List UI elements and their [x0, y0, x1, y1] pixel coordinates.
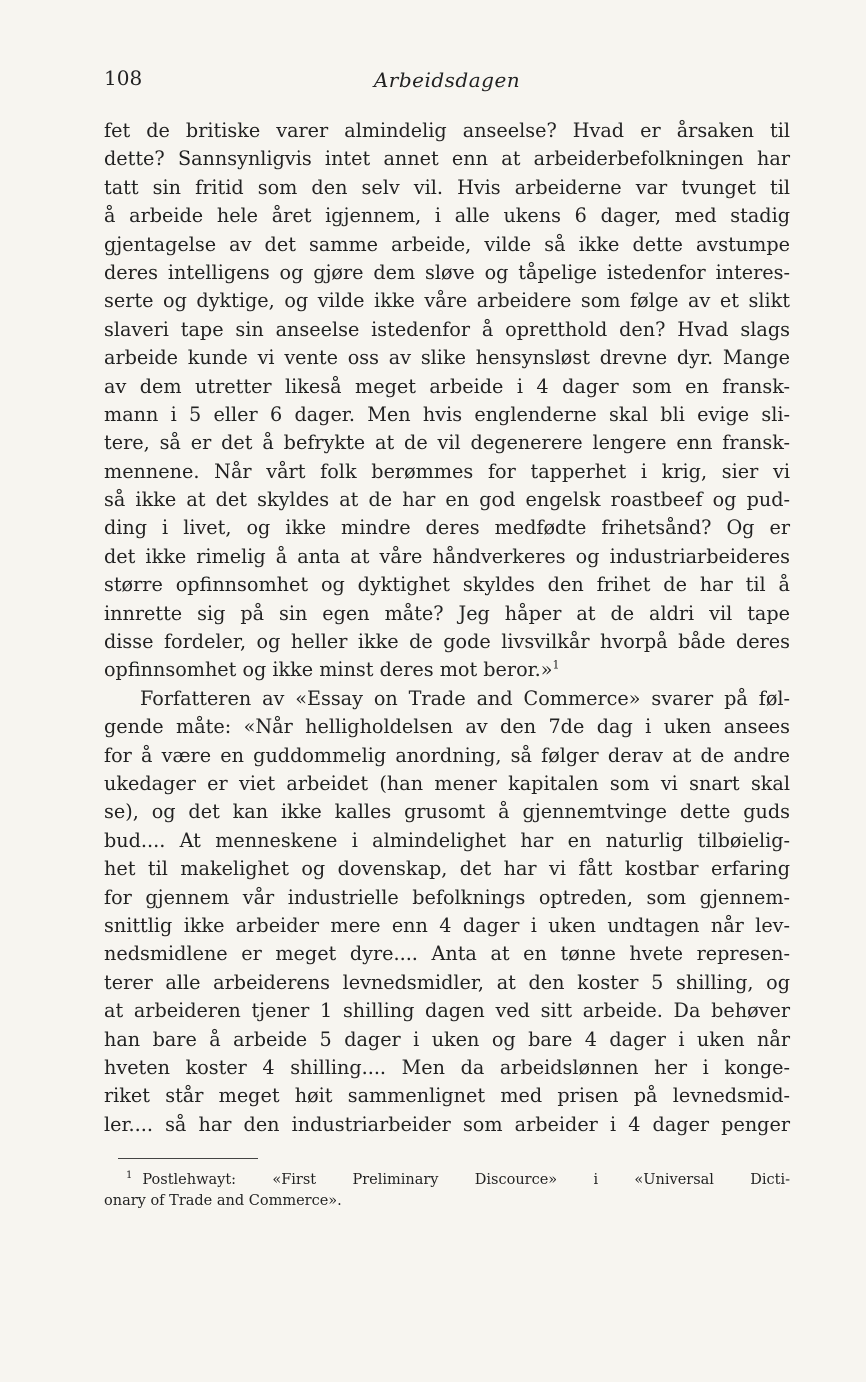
text-line: gjentagelse av det samme arbeide, vilde så ikke dette avstumpe — [104, 232, 790, 256]
text-line-with-footnote-ref — [104, 656, 790, 684]
text-line: større opfinnsomhet og dyktighet skyldes den frihet de har til å — [104, 573, 790, 597]
text-line: tatt sin fritid som den selv vil. Hvis arbeiderne var tvunget til — [104, 175, 790, 199]
text-line: mann i 5 eller 6 dager. Men hvis englenderne skal bli evige sli- — [104, 402, 790, 426]
text-line: ukedager er viet arbeidet (han mener kapitalen som vi snart skal — [104, 771, 790, 795]
text-line: tere, så er det å befrykte at de vil degenerere lengere enn fransk- — [104, 431, 790, 455]
running-title: Arbeidsdagen — [373, 68, 521, 92]
text-line: han bare å arbeide 5 dager i uken og bare 4 dager i uken når — [104, 1027, 790, 1051]
text-line: av dem utretter likeså meget arbeide i 4 dager som en fransk- — [104, 374, 790, 398]
footnote-divider — [118, 1158, 258, 1159]
text-line: innrette sig på sin egen måte? Jeg håper at de aldri vil tape — [104, 601, 790, 625]
text-line: ler.... så har den industriarbeider som arbeider i 4 dager penger — [104, 1112, 790, 1136]
text-line: for å være en guddommelig anordning, så følger derav at de andre — [104, 743, 790, 767]
text-line: for gjennem vår industrielle befolknings optreden, som gjennem- — [104, 885, 790, 909]
text-line: ding i livet, og ikke mindre deres medfødte frihetsånd? Og er — [104, 516, 790, 540]
paragraph-start-line: Forfatteren av «Essay on Trade and Commerce» svarer på føl- — [140, 686, 790, 710]
text-line-content: opfinnsomhet og ikke minst deres mot beror.» — [104, 658, 553, 682]
text-line: å arbeide hele året igjennem, i alle ukens 6 dager, med stadig — [104, 204, 790, 228]
text-line: dette? Sannsynligvis intet annet enn at arbeiderbefolkningen har — [104, 147, 790, 171]
text-line: disse fordeler, og heller ikke de gode livsvilkår hvorpå både deres — [104, 630, 790, 654]
text-line: terer alle arbeiderens levnedsmidler, at den koster 5 shilling, og — [104, 970, 790, 994]
text-line: het til makelighet og dovenskap, det har vi fått kostbar erfaring — [104, 857, 790, 881]
text-line: nedsmidlene er meget dyre.... Anta at en tønne hvete represen- — [104, 942, 790, 966]
text-line: hveten koster 4 shilling.... Men da arbeidslønnen her i konge- — [104, 1055, 790, 1079]
footnote-line: onary of Trade and Commerce». — [104, 1193, 342, 1209]
footnote-line — [104, 1170, 790, 1191]
text-line: riket står meget høit sammenlignet med prisen på levnedsmid- — [104, 1084, 790, 1108]
text-line: deres intelligens og gjøre dem sløve og tåpelige istedenfor interes- — [104, 260, 790, 284]
body-text — [104, 117, 790, 1139]
page-number: 108 — [104, 66, 143, 90]
text-line: slaveri tape sin anseelse istedenfor å opretthold den? Hvad slags — [104, 317, 790, 341]
text-line: at arbeideren tjener 1 shilling dagen ved sitt arbeide. Da behøver — [104, 999, 790, 1023]
text-line: gende måte: «Når helligholdelsen av den 7de dag i uken ansees — [104, 715, 790, 739]
text-line: bud.... At menneskene i almindelighet har en naturlig tilbøielig- — [104, 828, 790, 852]
text-line: det ikke rimelig å anta at våre håndverkeres og industriarbeideres — [104, 544, 790, 568]
footnote-reference: 1 — [552, 659, 560, 673]
footnote — [104, 1170, 790, 1212]
footnote-marker: 1 — [126, 1170, 133, 1182]
text-line: se), og det kan ikke kalles grusomt å gjennemtvinge dette guds — [104, 800, 790, 824]
text-line: serte og dyktige, og vilde ikke våre arbeidere som følge av et slikt — [104, 289, 790, 313]
page-header — [104, 66, 790, 98]
text-line: arbeide kunde vi vente oss av slike hensynsløst drevne dyr. Mange — [104, 346, 790, 370]
text-line: så ikke at det skyldes at de har en god engelsk roastbeef og pud- — [104, 488, 790, 512]
text-line: mennene. Når vårt folk berømmes for tapperhet i krig, sier vi — [104, 459, 790, 483]
footnote-text: Postlehwayt: «First Preliminary Discource» i «Universal Dicti- — [142, 1172, 790, 1188]
text-line: fet de britiske varer almindelig anseelse? Hvad er årsaken til — [104, 119, 790, 142]
text-line: snittlig ikke arbeider mere enn 4 dager i uken undtagen når lev- — [104, 913, 790, 937]
